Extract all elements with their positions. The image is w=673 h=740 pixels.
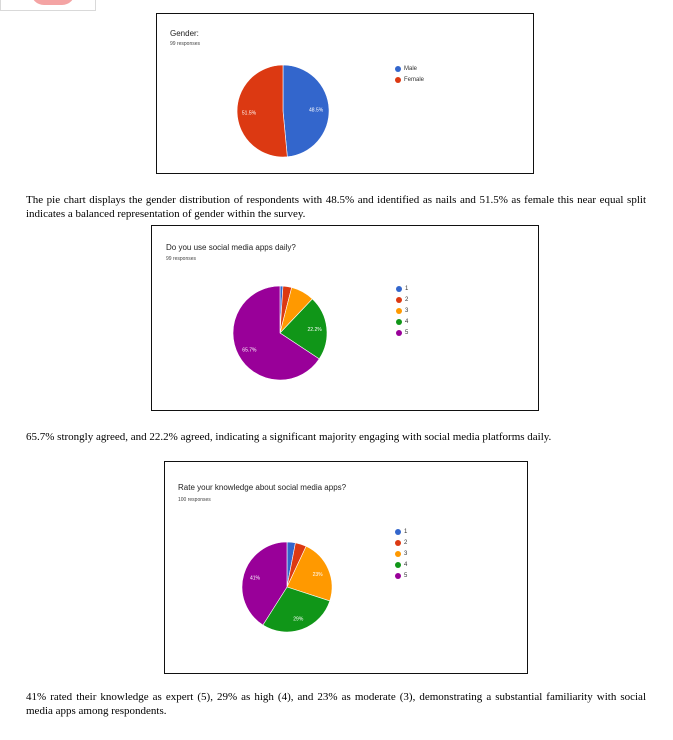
legend-swatch: [395, 77, 401, 83]
data-label: 22.2%: [307, 327, 322, 334]
data-label: 65.7%: [242, 347, 257, 354]
chart-title: Do you use social media apps daily?: [166, 243, 296, 252]
chart-legend: [395, 526, 407, 581]
legend-label: Male: [404, 65, 418, 72]
chart-title: Gender:: [170, 29, 199, 38]
gender-chart-card: [156, 13, 534, 174]
legend-label: 3: [405, 307, 409, 314]
paragraph-gender: The pie chart displays the gender distribution of respondents with 48.5% and identified as nails and 51.5% as female this near equal split indicates a balanced representation of gender within the survey.: [26, 194, 646, 220]
legend-label: 5: [405, 329, 409, 336]
data-label: 51.5%: [241, 110, 257, 117]
pie-chart: [157, 14, 535, 175]
legend-item: [396, 316, 408, 327]
legend-item: [396, 327, 408, 338]
legend-item: [395, 548, 407, 559]
legend-label: Female: [404, 76, 425, 83]
legend-swatch: [395, 573, 401, 579]
legend-item: [395, 537, 407, 548]
chart-subtitle: 99 responses: [166, 256, 197, 262]
legend-label: 5: [404, 572, 408, 579]
legend-label: 4: [405, 318, 409, 325]
legend-swatch: [395, 529, 401, 535]
legend-item: [395, 559, 407, 570]
legend-swatch: [396, 319, 402, 325]
legend-label: 4: [404, 561, 408, 568]
chart-subtitle: 100 responses: [178, 497, 211, 503]
data-label: 41%: [249, 575, 261, 582]
legend-swatch: [395, 562, 401, 568]
pie-chart: [152, 226, 540, 412]
legend-label: 1: [404, 528, 408, 535]
legend-swatch: [395, 540, 401, 546]
legend-swatch: [396, 297, 402, 303]
logo-fragment: [0, 0, 96, 11]
legend-item: [396, 294, 408, 305]
legend-label: 3: [404, 550, 408, 557]
daily-use-chart-card: [151, 225, 539, 411]
data-label: 23%: [312, 571, 323, 578]
legend-swatch: [396, 286, 402, 292]
legend-item: [396, 283, 408, 294]
chart-subtitle: 99 responses: [170, 41, 201, 47]
chart-legend: [395, 63, 424, 85]
paragraph-daily-use: 65.7% strongly agreed, and 22.2% agreed, indicating a significant majority engaging with social media platforms daily.: [26, 431, 552, 443]
legend-label: 1: [405, 285, 409, 292]
pie-chart: [165, 462, 529, 675]
legend-item: [396, 305, 408, 316]
legend-swatch: [395, 551, 401, 557]
legend-label: 2: [405, 296, 409, 303]
legend-swatch: [396, 330, 402, 336]
data-label: 29%: [293, 616, 304, 623]
knowledge-chart-card: [164, 461, 528, 674]
legend-swatch: [396, 308, 402, 314]
legend-item: [395, 74, 424, 85]
legend-item: [395, 526, 407, 537]
chart-legend: [396, 283, 408, 338]
legend-item: [395, 570, 407, 581]
chart-title: Rate your knowledge about social media apps?: [178, 483, 347, 492]
legend-item: [395, 63, 424, 74]
data-label: 48.5%: [309, 107, 324, 114]
legend-label: 2: [404, 539, 408, 546]
legend-swatch: [395, 66, 401, 72]
paragraph-knowledge: 41% rated their knowledge as expert (5), 29% as high (4), and 23% as moderate (3), demonstrating a substantial familiarity with social media apps among respondents.: [26, 691, 646, 717]
